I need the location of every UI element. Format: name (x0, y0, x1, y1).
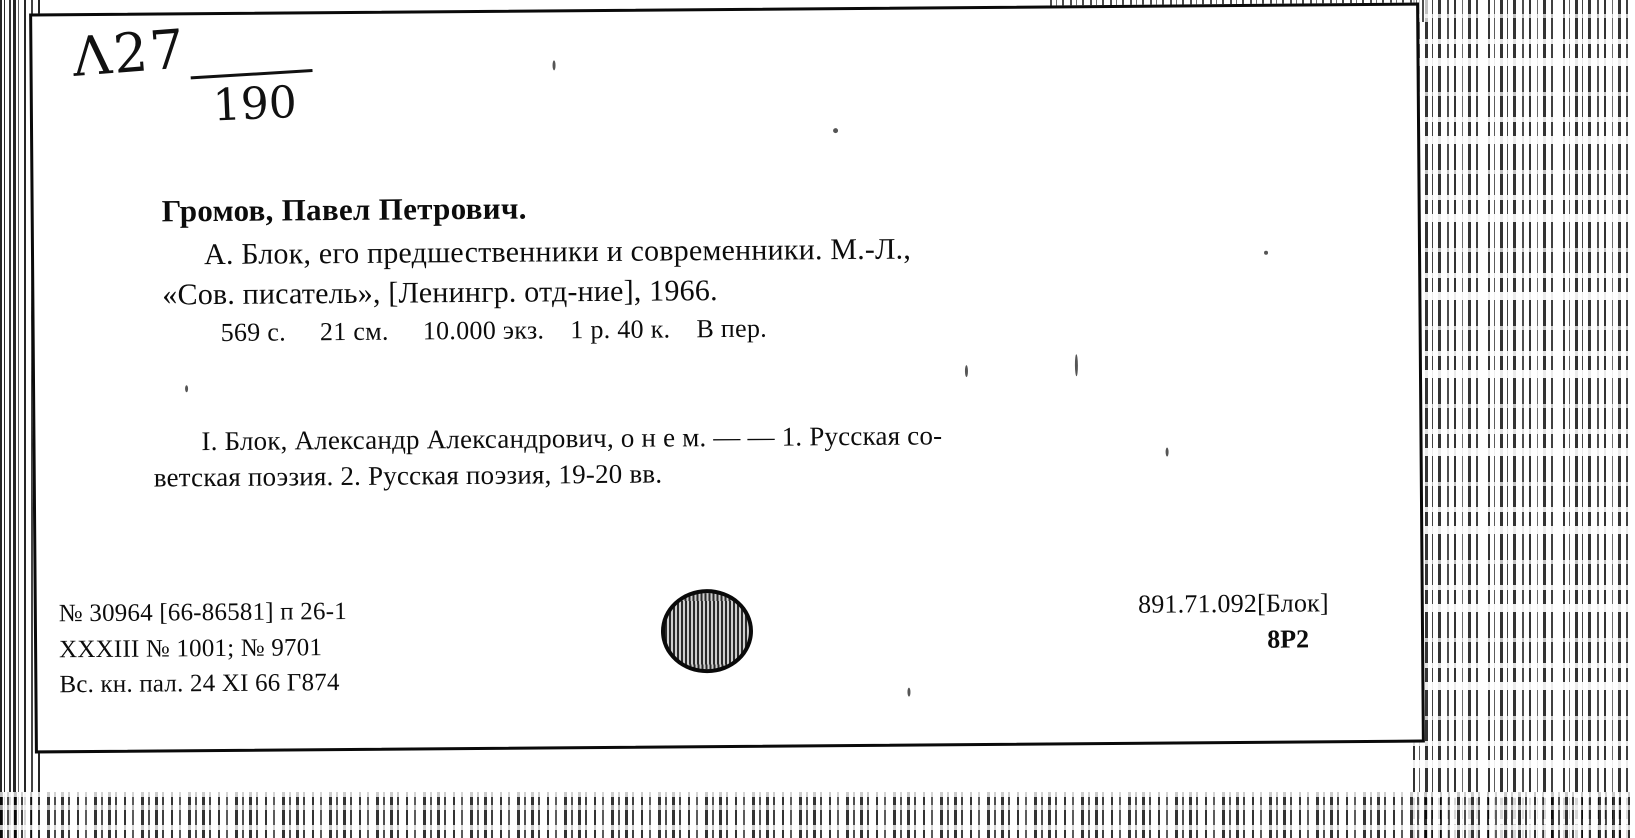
scan-speck (907, 688, 910, 697)
author-heading: Громов, Павел Петрович. (161, 190, 527, 229)
scan-speck (833, 128, 838, 133)
scan-noise-right-edge (1410, 0, 1635, 838)
catalog-card (29, 3, 1425, 754)
call-number-bottom: 190 (211, 76, 298, 132)
scan-speck (1166, 448, 1169, 457)
title-line-1: А. Блок, его предшественники и современники. М.-Л., (203, 232, 912, 272)
call-number-top: Λ27 (70, 17, 189, 90)
print-run: 10.000 экз. (422, 315, 545, 346)
udc-number: 891.71.092[Блок] (1137, 588, 1329, 619)
tracing-line-2: ветская поэзия. 2. Русская поэзия, 19-20 вв. (153, 458, 663, 493)
subject-tracings (153, 414, 1354, 496)
classification-block (1138, 588, 1329, 655)
physical-description (163, 309, 1343, 348)
scan-speck (1075, 354, 1078, 376)
accession-line-3: Вс. кн. пал. 24 XI 66 Г874 (59, 669, 340, 699)
title-line-2: «Сов. писатель», [Ленингр. отд-ние], 1966. (162, 273, 718, 312)
accession-line-1: № 30964 [66-86581] п 26-1 (58, 597, 347, 628)
card-size: 21 см. (319, 316, 389, 347)
scan-noise-bottom-edge (0, 792, 1635, 838)
bbk-number: 8Р2 (1267, 624, 1310, 654)
scan-noise-bottom-overlay (0, 792, 1635, 838)
punch-hole (661, 589, 754, 674)
scan-noise-right-overlay (1410, 0, 1635, 838)
binding: В пер. (696, 313, 768, 344)
accession-line-2: XXXIII № 1001; № 9701 (59, 633, 323, 663)
bibliographic-record (162, 184, 1343, 348)
tracing-line-1: I. Блок, Александр Александрович, о н е м. — — 1. Русская со- (201, 420, 943, 457)
scan-speck (965, 365, 968, 377)
handwritten-call-number (70, 17, 298, 132)
accession-block (59, 594, 348, 703)
scan-speck (552, 60, 555, 70)
price: 1 р. 40 к. (570, 314, 671, 345)
page-count: 569 с. (220, 317, 287, 348)
scan-speck (185, 385, 188, 392)
scan-speck (1264, 251, 1268, 255)
